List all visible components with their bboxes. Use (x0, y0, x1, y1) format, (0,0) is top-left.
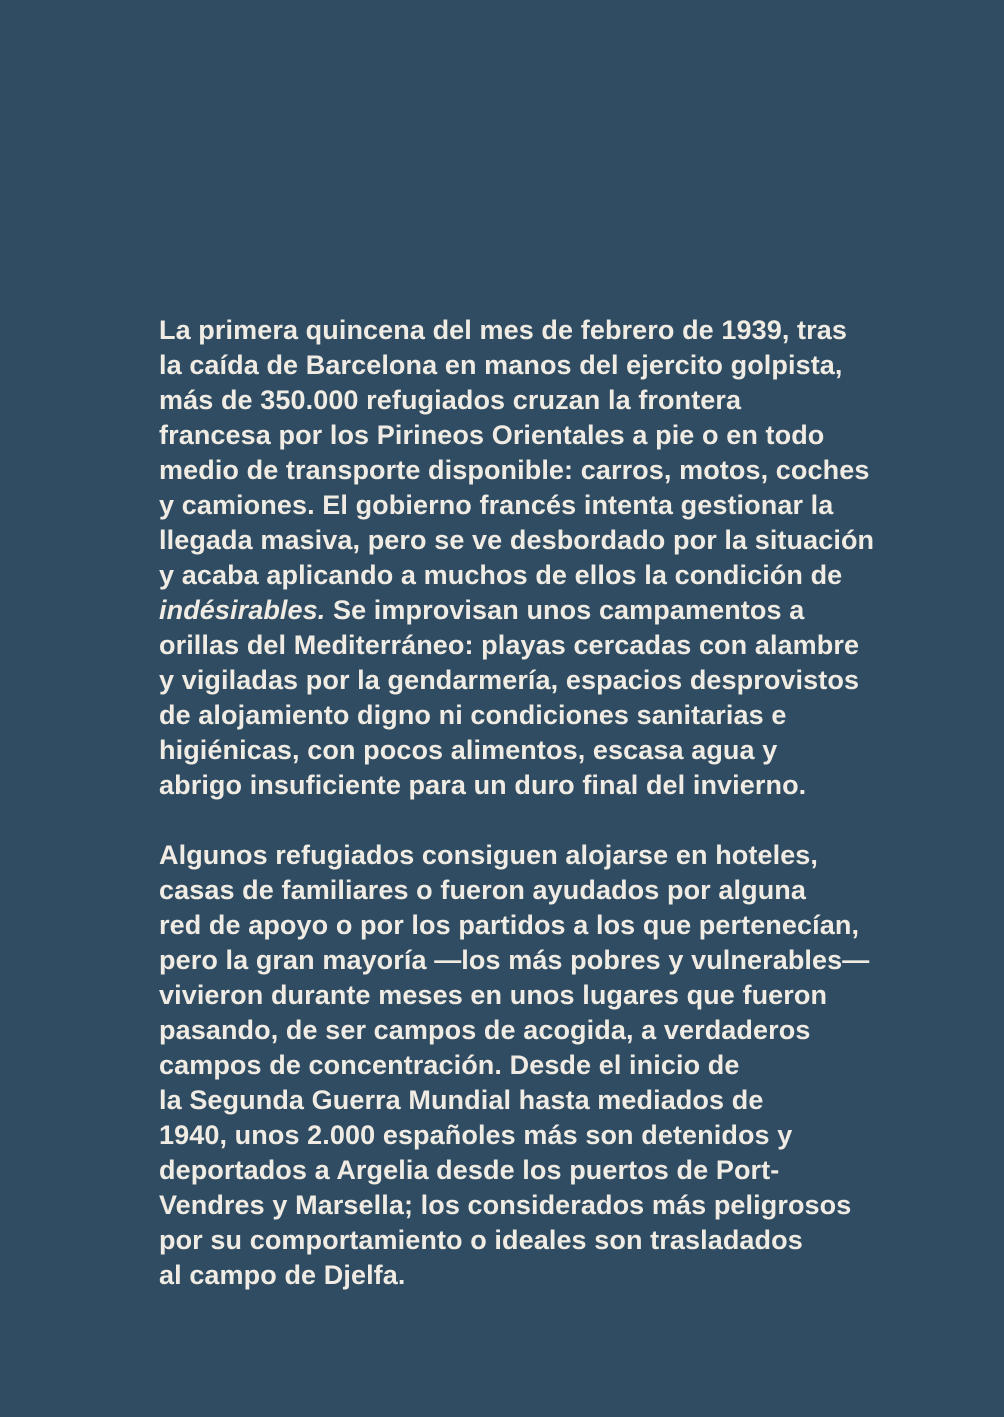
text-line (159, 1223, 959, 1258)
text-segment: de alojamiento digno ni condiciones sanitarias e (159, 700, 787, 730)
text-segment: deportados a Argelia desde los puertos de Port- (159, 1155, 780, 1185)
text-line (159, 838, 959, 873)
text-segment: orillas del Mediterráneo: playas cercadas con alambre (159, 630, 860, 660)
text-segment: pero la gran mayoría —los más pobres y vulnerables— (159, 945, 870, 975)
text-segment: y acaba aplicando a muchos de ellos la condición de (159, 560, 843, 590)
text-line (159, 593, 959, 628)
text-line (159, 383, 959, 418)
text-line (159, 488, 959, 523)
article-text-block (159, 313, 959, 1293)
text-line (159, 1118, 959, 1153)
text-line (159, 1048, 959, 1083)
text-segment: Se improvisan unos campamentos a (325, 595, 805, 625)
text-segment: francesa por los Pirineos Orientales a pie o en todo (159, 420, 825, 450)
text-line (159, 943, 959, 978)
text-segment: llegada masiva, pero se ve desbordado por la situación (159, 525, 875, 555)
text-segment: más de 350.000 refugiados cruzan la frontera (159, 385, 742, 415)
text-segment: campos de concentración. Desde el inicio de (159, 1050, 740, 1080)
text-segment: pasando, de ser campos de acogida, a verdaderos (159, 1015, 811, 1045)
text-segment: vivieron durante meses en unos lugares que fueron (159, 980, 828, 1010)
text-line (159, 453, 959, 488)
text-segment: y camiones. El gobierno francés intenta gestionar la (159, 490, 834, 520)
text-segment: casas de familiares o fueron ayudados por alguna (159, 875, 806, 905)
text-line (159, 698, 959, 733)
italic-text-segment: indésirables. (159, 595, 326, 625)
text-segment: 1940, unos 2.000 españoles más son detenidos y (159, 1120, 793, 1150)
paragraph (159, 313, 959, 803)
text-segment: la caída de Barcelona en manos del ejercito golpista, (159, 350, 843, 380)
text-segment: la Segunda Guerra Mundial hasta mediados de (159, 1085, 764, 1115)
text-segment: al campo de Djelfa. (159, 1260, 406, 1290)
text-line (159, 1258, 959, 1293)
paragraph (159, 838, 959, 1293)
text-line (159, 908, 959, 943)
text-line (159, 733, 959, 768)
text-line (159, 768, 959, 803)
text-line (159, 418, 959, 453)
text-line (159, 1153, 959, 1188)
text-line (159, 348, 959, 383)
text-line (159, 663, 959, 698)
text-segment: red de apoyo o por los partidos a los que pertenecían, (159, 910, 860, 940)
text-segment: medio de transporte disponible: carros, motos, coches (159, 455, 870, 485)
text-line (159, 978, 959, 1013)
text-line (159, 313, 959, 348)
text-line (159, 1013, 959, 1048)
text-segment: La primera quincena del mes de febrero de 1939, tras (159, 315, 847, 345)
text-segment: Algunos refugiados consiguen alojarse en hoteles, (159, 840, 819, 870)
text-line (159, 523, 959, 558)
text-line (159, 1188, 959, 1223)
text-line (159, 873, 959, 908)
text-segment: y vigiladas por la gendarmería, espacios desprovistos (159, 665, 860, 695)
text-segment: por su comportamiento o ideales son trasladados (159, 1225, 803, 1255)
text-segment: Vendres y Marsella; los considerados más peligrosos (159, 1190, 852, 1220)
text-line (159, 628, 959, 663)
text-line (159, 558, 959, 593)
text-segment: abrigo insuficiente para un duro final del invierno. (159, 770, 807, 800)
text-segment: higiénicas, con pocos alimentos, escasa agua y (159, 735, 778, 765)
text-line (159, 1083, 959, 1118)
